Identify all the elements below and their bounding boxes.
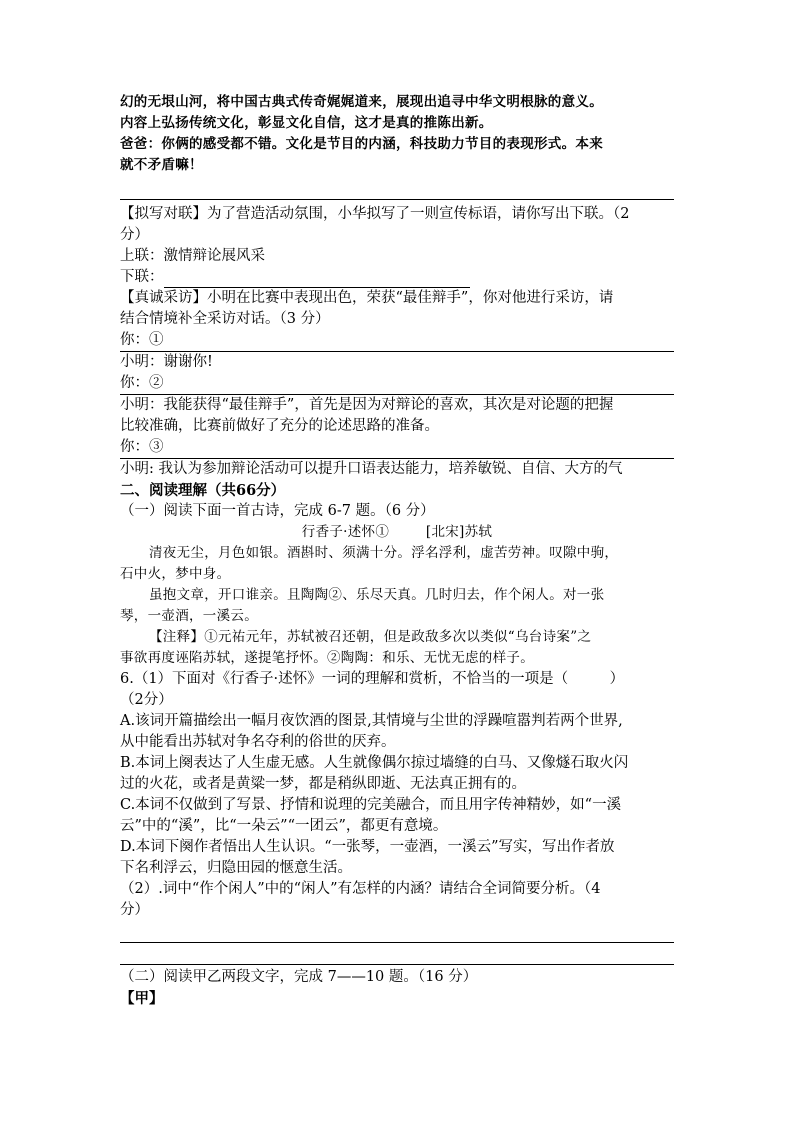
interview-question: 【真诚采访】小明在比赛中表现出色，荣获“最佳辩手”，你对他进行采访，请 [120, 290, 614, 306]
interview-ming-2: 小明：我能获得“最佳辩手”，首先是因为对辩论的喜欢，其次是对论题的把握 [120, 397, 614, 413]
q6-option-b-cont: 过的火花，或者是黄粱一梦，都是稍纵即逝、无法真正拥有的。 [120, 776, 526, 792]
q6-option-a[interactable]: A.该词开篇描绘出一幅月夜饮酒的图景,其情境与尘世的浮躁喧嚣判若两个世界, [120, 713, 623, 729]
q6-option-b[interactable]: B.本词上阕表达了人生虚无感。人生就像偶尔掠过墙缝的白马、又像燧石取火闪 [120, 755, 629, 771]
interview-ming-3: 小明: 我认为参加辩论活动可以提升口语表达能力，培养敏锐、自信、大方的气 [120, 461, 623, 477]
couplet-question-cont: 分） [120, 227, 149, 243]
poem-title: 行香子·述怀① [北宋]苏轼 [301, 524, 493, 540]
q6-option-a-cont: 从中能看出苏轼对争名夺利的俗世的厌弃。 [120, 734, 396, 750]
interview-you-3[interactable]: 你：③ [120, 437, 674, 459]
poem-stanza-2: 虽抱文章，开口谁亲。且陶陶②、乐尽天真。几时归去，作个闲人。对一张 [149, 587, 605, 603]
couplet-lower-blank[interactable] [164, 270, 470, 288]
poem-stanza-1: 清夜无尘，月色如银。酒斟时、须满十分。浮名浮利，虚苦劳神。叹隙中驹， [149, 545, 619, 561]
q6-option-c[interactable]: C.本词不仅做到了写景、抒情和说理的完美融合，而且用字传神精妙，如“一溪 [120, 797, 622, 813]
couplet-lower-label: 下联： [120, 269, 164, 285]
interview-you-2[interactable]: 你：② [120, 373, 674, 395]
q6-option-d-cont: 下名利浮云，归隐田园的惬意生活。 [120, 860, 352, 876]
dialogue-line: 幻的无垠山河，将中国古典式传奇娓娓道来，展现出追寻中华文明根脉的意义。 [120, 94, 603, 110]
interview-ming-2-cont: 比较准确，比赛前做好了充分的论述思路的准备。 [120, 418, 439, 434]
q6-option-d[interactable]: D.本词下阕作者悟出人生认识。“一张琴，一壶酒，一溪云”写实，写出作者放 [120, 839, 615, 855]
q6-option-c-cont: 云”中的“溪”，比“一朵云”“一团云”，都更有意境。 [120, 818, 448, 834]
poem-note: 【注释】①元祐元年，苏轼被召还朝，但是政敌多次以类似“乌台诗案”之 [149, 629, 592, 645]
q6-stem-score: （2分） [120, 692, 173, 708]
couplet-upper: 上联：激情辩论展风采 [120, 248, 265, 264]
poem-note-cont: 事欲再度诬陷苏轼，遂提笔抒怀。②陶陶：和乐、无忧无虑的样子。 [120, 650, 534, 666]
interview-you-1[interactable]: 你：① [120, 330, 674, 352]
q6-sub2-cont: 分） [120, 902, 149, 918]
part-2-title: （二）阅读甲乙两段文字，完成 7——10 题。（16 分） [120, 969, 478, 985]
poem-stanza-1-cont: 石中火，梦中身。 [120, 566, 231, 582]
dialogue-line: 就不矛盾嘛！ [120, 157, 203, 173]
answer-line[interactable] [120, 921, 674, 943]
dialogue-line: 内容上弘扬传统文化，彰显文化自信，这才是真的推陈出新。 [120, 115, 493, 131]
interview-ming-1: 小明：谢谢你! [120, 354, 213, 370]
q6-stem: 6.（1）下面对《行香子·述怀》一词的理解和赏析，不恰当的一项是（ ） [120, 671, 625, 687]
couplet-question: 【拟写对联】为了营造活动氛围，小华拟写了一则宣传标语，请你写出下联。（2 [120, 206, 630, 222]
dialogue-line: 爸爸：你俩的感受都不错。文化是节目的内涵，科技助力节目的表现形式。本来 [120, 136, 603, 152]
couplet-lower [120, 267, 674, 288]
interview-question-cont: 结合情境补全采访对话。（3 分） [120, 311, 330, 327]
answer-line[interactable] [120, 943, 674, 965]
poem-stanza-2-cont: 琴，一壶酒，一溪云。 [120, 608, 258, 624]
q6-sub2: （2）.词中“作个闲人”中的“闲人”有怎样的内涵？请结合全词简要分析。（4 [120, 881, 601, 897]
part-1-title: （一）阅读下面一首古诗，完成 6-7 题。（6 分） [120, 503, 435, 519]
answer-line[interactable] [120, 178, 674, 200]
passage-jia-label: 【甲】 [120, 990, 164, 1007]
document-page [120, 92, 674, 1009]
section-title: 二、阅读理解（共66分） [120, 482, 286, 499]
